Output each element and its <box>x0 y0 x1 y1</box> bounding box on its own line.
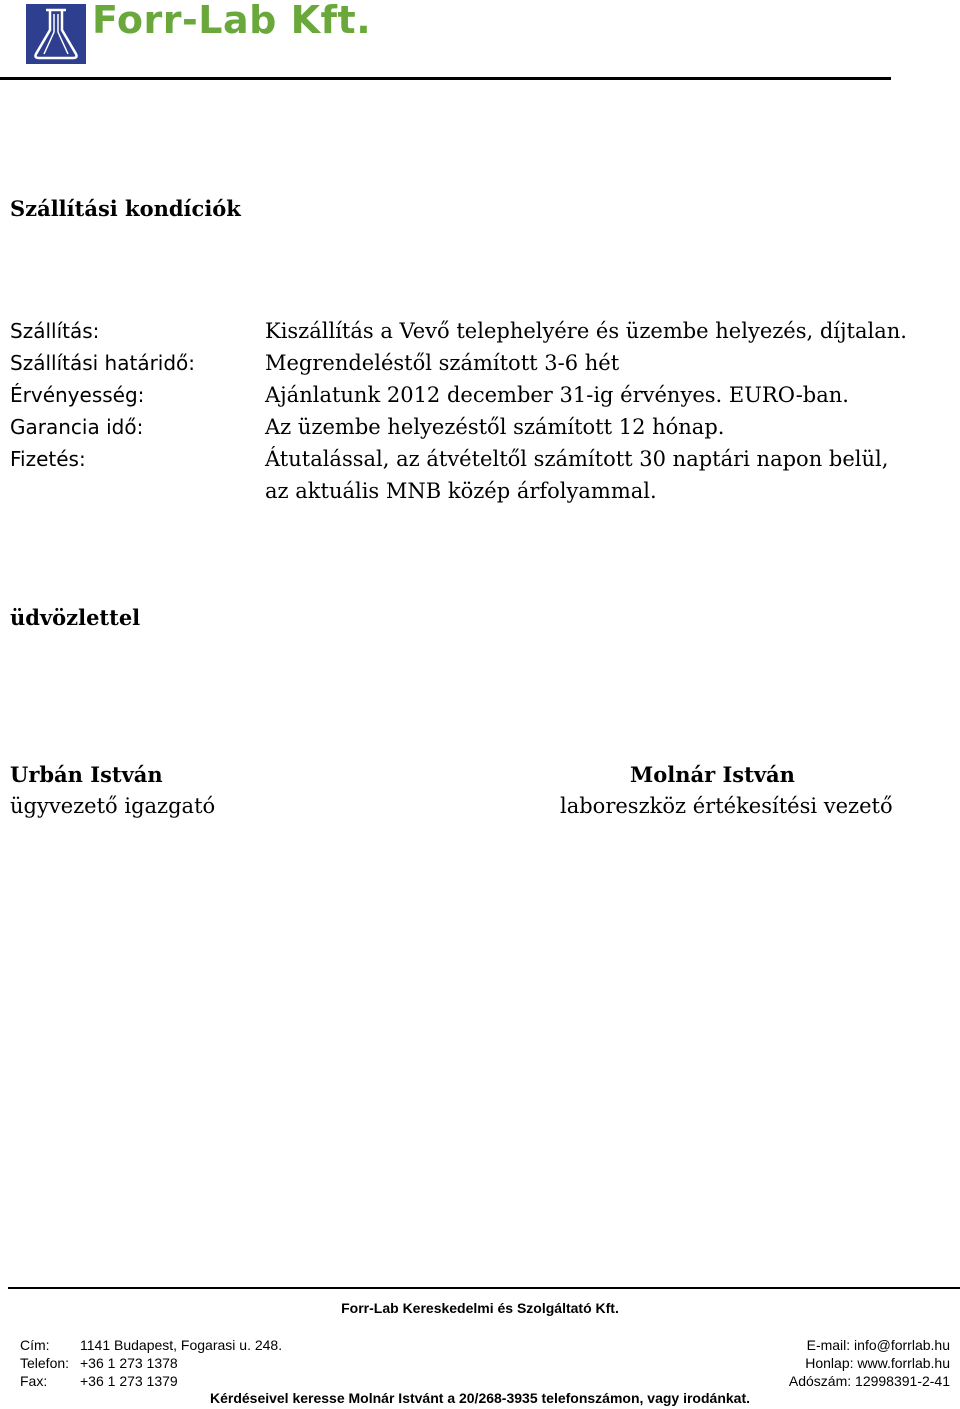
condition-value: Kiszállítás a Vevő telephelyére és üzembe helyezés, díjtalan. <box>265 319 907 343</box>
footer-email[interactable]: E-mail: info@forrlab.hu <box>806 1337 950 1353</box>
footer-company-name: Forr-Lab Kereskedelmi és Szolgáltató Kft. <box>341 1300 619 1316</box>
signatory-left-title: ügyvezető igazgató <box>10 794 216 818</box>
logo-flask-icon <box>26 4 86 64</box>
conditions-list <box>10 319 940 511</box>
condition-value: Megrendeléstől számított 3-6 hét <box>265 351 620 375</box>
footer-phone: +36 1 273 1378 <box>80 1355 178 1371</box>
signatory-left-name: Urbán István <box>10 762 163 787</box>
condition-value: Átutalással, az átvételtől számított 30 naptári napon belül, <box>265 447 889 471</box>
condition-value: Az üzembe helyezéstől számított 12 hónap. <box>265 415 725 439</box>
condition-label: Érvényesség: <box>10 383 145 407</box>
footer-phone-label: Telefon: <box>20 1355 70 1371</box>
footer-address: 1141 Budapest, Fogarasi u. 248. <box>80 1337 283 1353</box>
company-logo-text: Forr-Lab Kft. <box>92 0 372 42</box>
closing-greeting: üdvözlettel <box>10 605 141 630</box>
condition-row-shipping <box>10 319 940 351</box>
condition-label: Szállítás: <box>10 319 100 343</box>
condition-value: az aktuális MNB közép árfolyammal. <box>265 479 657 503</box>
condition-row-warranty <box>10 415 940 447</box>
signatory-right-title: laboreszköz értékesítési vezető <box>560 794 893 818</box>
footer-website[interactable]: Honlap: www.forrlab.hu <box>805 1355 950 1371</box>
condition-label: Garancia idő: <box>10 415 144 439</box>
condition-label: Szállítási határidő: <box>10 351 196 375</box>
condition-row-payment-cont <box>10 479 940 511</box>
header-divider <box>0 77 891 80</box>
condition-label: Fizetés: <box>10 447 86 471</box>
condition-value: Ajánlatunk 2012 december 31-ig érvényes. EURO-ban. <box>265 383 849 407</box>
footer-tax-id: Adószám: 12998391-2-41 <box>788 1373 950 1389</box>
section-title: Szállítási kondíciók <box>10 196 241 221</box>
condition-row-payment <box>10 447 940 479</box>
footer-fax: +36 1 273 1379 <box>80 1373 178 1389</box>
footer-contact-note: Kérdéseivel keresse Molnár Istvánt a 20/268-3935 telefonszámon, vagy irodánkat. <box>209 1390 751 1406</box>
condition-row-deadline <box>10 351 940 383</box>
footer-address-label: Cím: <box>20 1337 50 1353</box>
condition-row-validity <box>10 383 940 415</box>
footer-divider <box>8 1287 960 1289</box>
footer-fax-label: Fax: <box>20 1373 48 1389</box>
signatory-right-name: Molnár István <box>630 762 795 787</box>
